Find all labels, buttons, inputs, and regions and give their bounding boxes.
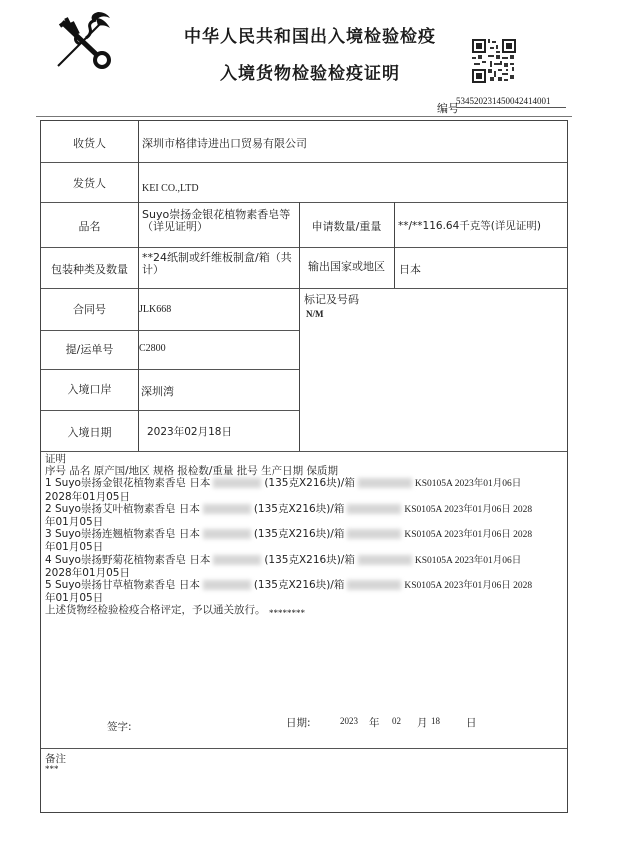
certificate-item-line [45,579,565,592]
redacted-quantity [213,478,261,488]
remarks-value: *** [45,764,59,774]
row-divider [41,451,567,452]
product-name-value: Suyo崇扬金银花植物素香皂等（详见证明） [142,208,291,233]
date-year-unit: 年 [369,717,380,729]
item-name: 5 Suyo崇扬甘草植物素香皂 日本 [45,579,200,592]
redacted-quantity [213,555,261,565]
row-divider [41,202,567,203]
item-spec: (135克X216块)/箱 [264,477,355,490]
product-name-label: 品名 [78,220,101,233]
packaging-value: **24纸制或纤维板制盒/箱（共计） [142,251,292,276]
certificate-item-line [45,491,565,503]
declared-qty-value: **/**116.64千克等(详见证明) [398,220,541,232]
item-name: 1 Suyo崇扬金银花植物素香皂 日本 [45,477,211,490]
certificate-table [40,120,568,813]
certificate-conclusion: 上述货物经检验检疫合格评定，予以通关放行。 [45,604,266,617]
signature-label: 签字: [107,721,132,733]
certificate-item-line [45,541,565,553]
consignee-value: 深圳市格律诗进出口贸易有限公司 [142,137,307,150]
redacted-value [347,504,401,514]
item-expiry: 年01月05日 [45,516,104,529]
marks-label: 标记及号码 [304,293,359,306]
redacted-quantity [203,504,251,514]
row-divider [41,162,567,163]
date-year: 2023 [340,716,358,726]
certificate-item-line [45,567,565,579]
item-batch-date: KS0105A 2023年01月06日 [414,479,522,490]
row-divider [41,288,567,289]
redacted-value [358,555,412,565]
header-divider [36,116,572,117]
date-label: 日期: [286,717,311,729]
packaging-label: 包装种类及数量 [51,263,128,276]
certificate-section [45,453,565,617]
item-spec: (135克X216块)/箱 [253,528,345,541]
customs-emblem-icon [52,8,116,72]
redacted-quantity [203,529,251,539]
date-month-unit: 月 [417,717,428,729]
origin-country-label: 输出国家或地区 [308,260,385,273]
consignor-value: KEI CO.,LTD [142,183,199,194]
item-spec: (135克X216块)/箱 [253,502,345,515]
item-expiry: 年01月05日 [45,592,104,605]
contract-no-label: 合同号 [73,303,106,316]
row-divider [41,748,567,749]
serial-label: 编号 [437,102,459,115]
redacted-value [347,529,401,539]
origin-country-value: 日本 [399,263,421,276]
col-divider [138,121,139,451]
redacted-value [347,580,401,590]
document-title-line1: 中华人民共和国出入境检验检疫 [184,27,436,47]
item-batch-date: KS0105A 2023年01月06日 [414,555,522,566]
contract-no-value: JLK668 [139,304,172,315]
certificate-item-line [45,503,565,516]
declared-qty-label: 申请数量/重量 [311,220,382,233]
item-spec: (135克X216块)/箱 [253,579,345,592]
date-month: 02 [392,716,401,726]
consignor-label: 发货人 [73,177,106,190]
entry-date-value: 2023年02月18日 [147,426,232,438]
item-expiry: 年01月05日 [45,541,104,554]
item-expiry: 2028年01月05日 [45,566,130,579]
bill-no-value: C2800 [139,343,166,354]
item-name: 4 Suyo崇扬野菊花植物素香皂 日本 [45,553,211,566]
date-day: 18 [431,716,440,726]
certificate-item-line [45,554,565,567]
serial-number: 534520231450042414001 [456,96,566,108]
certificate-item-line [45,528,565,541]
certificate-columns-header: 序号 品名 原产国/地区 规格 报检数/重量 批号 生产日期 保质期 [45,465,338,478]
consignee-label: 收货人 [73,137,106,150]
bill-no-label: 提/运单号 [65,343,114,356]
item-batch-date: KS0105A 2023年01月06日 2028 [404,581,533,592]
row-divider [41,369,299,370]
col-divider [299,202,300,451]
certificate-stars: ******** [269,608,305,618]
certificate-item-line [45,516,565,528]
certificate-title: 证明 [45,453,66,465]
certificate-item-line [45,477,565,490]
item-name: 2 Suyo崇扬艾叶植物素香皂 日本 [45,502,200,515]
entry-date-label: 入境日期 [67,426,112,439]
redacted-quantity [203,580,251,590]
date-day-unit: 日 [466,717,477,729]
remarks-label: 备注 [45,753,66,765]
port-value: 深圳湾 [141,385,174,398]
item-spec: (135克X216块)/箱 [264,553,355,566]
marks-value: N/M [306,309,324,319]
document-title-line2: 入境货物检验检疫证明 [220,64,400,84]
redacted-value [358,478,412,488]
row-divider [41,330,299,331]
item-batch-date: KS0105A 2023年01月06日 2028 [404,530,533,541]
qr-code-icon [472,39,516,83]
item-name: 3 Suyo崇扬连翘植物素香皂 日本 [45,528,200,541]
col-divider [394,202,395,288]
item-expiry: 2028年01月05日 [45,490,130,503]
row-divider [41,410,299,411]
certificate-item-line [45,592,565,604]
item-batch-date: KS0105A 2023年01月06日 2028 [404,504,533,515]
port-label: 入境口岸 [67,383,112,396]
row-divider [41,247,567,248]
